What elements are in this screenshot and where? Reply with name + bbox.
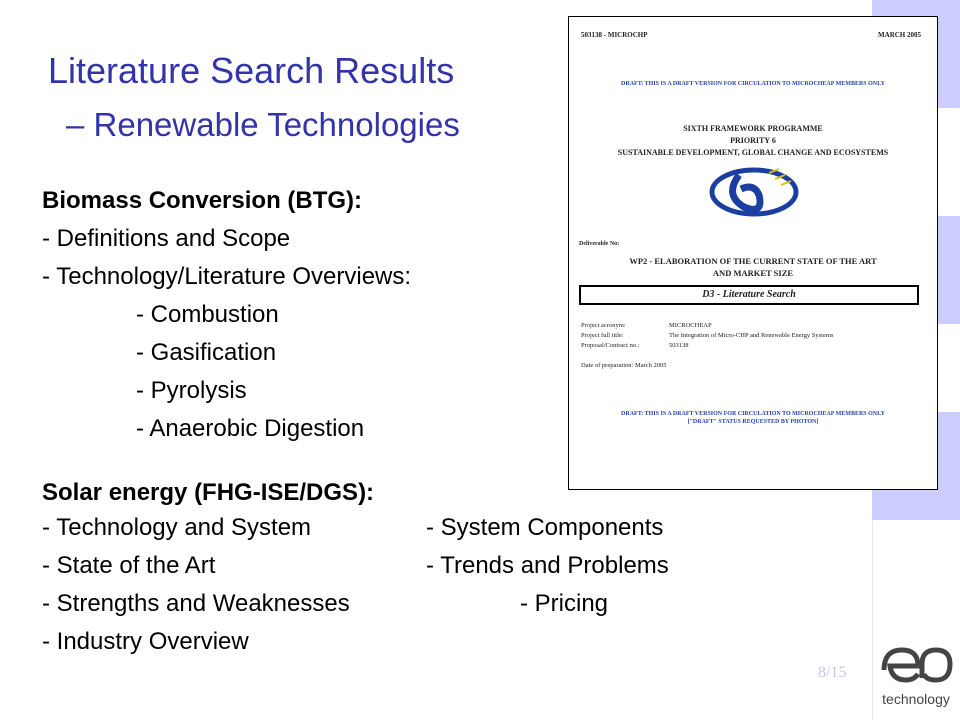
slide-subtitle: – Renewable Technologies bbox=[66, 106, 460, 143]
doc-programme-line: SUSTAINABLE DEVELOPMENT, GLOBAL CHANGE AND ECOSYSTEMS bbox=[617, 148, 889, 157]
ea-technology-logo-icon bbox=[876, 640, 956, 714]
list-item: - Industry Overview bbox=[42, 628, 249, 655]
doc-deliverable-label: Deliverable No: bbox=[579, 241, 620, 247]
doc-draft-notice: DRAFT: THIS IS A DRAFT VERSION FOR CIRCULATION TO MICROCHEAP MEMBERS ONLY bbox=[621, 81, 885, 87]
solar-section bbox=[42, 474, 374, 512]
slide-title: Literature Search Results bbox=[48, 50, 455, 91]
doc-meta-label: Project full title: bbox=[581, 332, 624, 339]
sub-list-item: - Pyrolysis bbox=[136, 377, 247, 404]
doc-meta-label: Project acronym: bbox=[581, 322, 626, 329]
biomass-section bbox=[42, 182, 411, 448]
doc-header-right: MARCH 2005 bbox=[878, 31, 921, 39]
fp6-logo-icon bbox=[709, 165, 799, 219]
doc-programme-line: SIXTH FRAMEWORK PROGRAMME bbox=[683, 124, 823, 133]
list-item: - Pricing bbox=[520, 590, 609, 617]
doc-meta-label: Proposal/Contract no.: bbox=[581, 342, 640, 349]
list-item: - Technology/Literature Overviews: bbox=[42, 263, 412, 290]
doc-box-title: D3 - Literature Search bbox=[579, 285, 919, 305]
doc-meta-value: 503138 bbox=[669, 342, 689, 349]
sub-list-item: - Gasification bbox=[136, 339, 277, 366]
doc-programme-line: PRIORITY 6 bbox=[730, 136, 776, 145]
list-item: - Strengths and Weaknesses bbox=[42, 590, 350, 617]
list-item: - System Components bbox=[426, 514, 664, 541]
doc-draft-notice: ["DRAFT" STATUS REQUESTED BY PHOTON] bbox=[687, 419, 819, 425]
biomass-heading: Biomass Conversion (BTG): bbox=[42, 187, 363, 214]
doc-meta-value: MICROCHEAP bbox=[669, 322, 712, 329]
list-item: - State of the Art bbox=[42, 552, 216, 579]
doc-wp-title bbox=[569, 255, 937, 279]
solar-heading: Solar energy (FHG-ISE/DGS): bbox=[42, 479, 375, 506]
list-item: - Definitions and Scope bbox=[42, 225, 291, 252]
doc-meta-value: The Integration of Micro-CHP and Renewable Energy Systems bbox=[669, 332, 834, 339]
doc-wp-line: AND MARKET SIZE bbox=[712, 268, 794, 278]
document-thumbnail bbox=[568, 16, 938, 490]
page-number: 8/15 bbox=[818, 664, 847, 681]
sub-list-item: - Combustion bbox=[136, 301, 279, 328]
list-item: - Trends and Problems bbox=[426, 552, 669, 579]
doc-wp-line: WP2 - ELABORATION OF THE CURRENT STATE OF THE ART bbox=[629, 256, 877, 266]
logo-text: technology bbox=[882, 691, 950, 707]
doc-draft-notice: DRAFT: THIS IS A DRAFT VERSION FOR CIRCULATION TO MICROCHEAP MEMBERS ONLY bbox=[621, 411, 885, 417]
list-item: - Technology and System bbox=[42, 514, 312, 541]
doc-date-line: Date of preparation: March 2005 bbox=[581, 362, 667, 369]
doc-header-left: 503138 - MICROCHP bbox=[581, 31, 648, 39]
sub-list-item: - Anaerobic Digestion bbox=[136, 415, 365, 442]
